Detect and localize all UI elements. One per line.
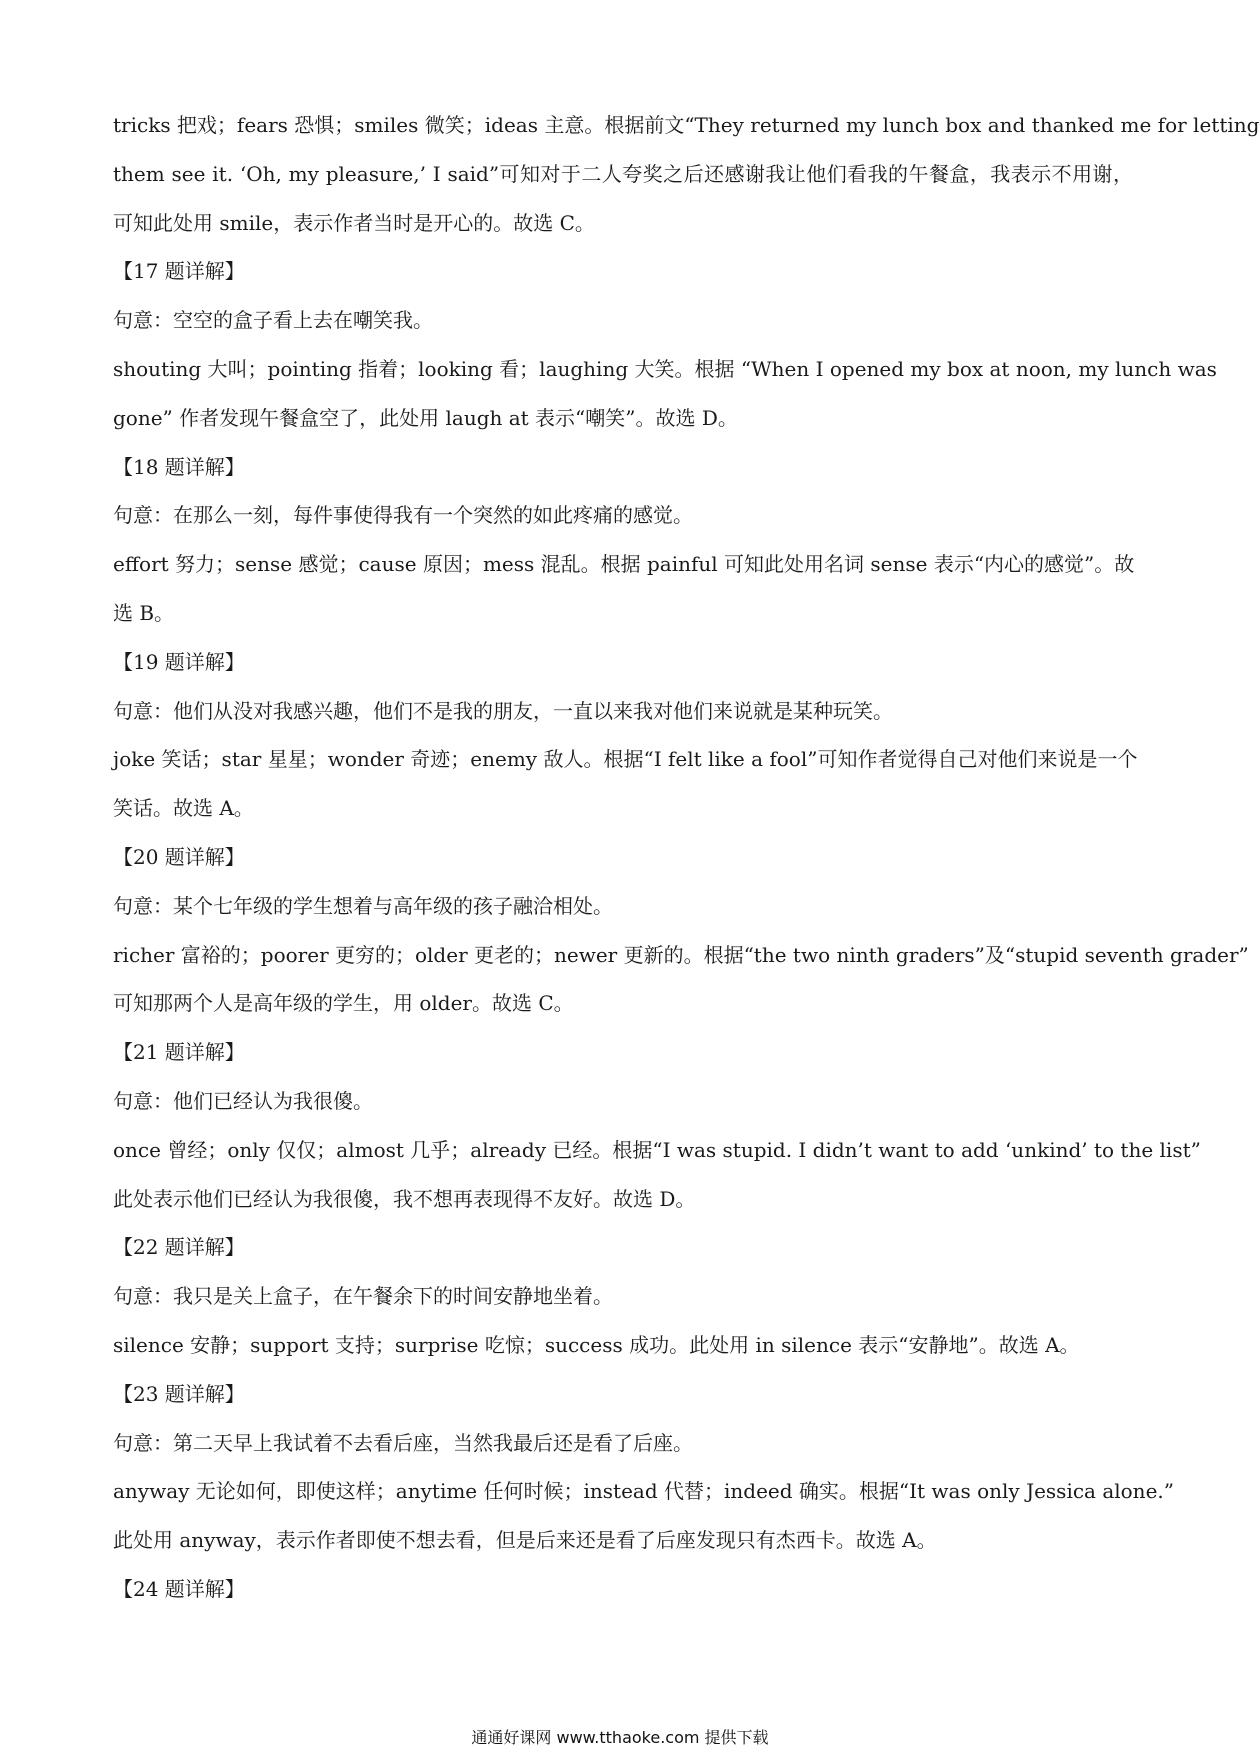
- question-heading: 【17 题详解】: [113, 259, 245, 284]
- sentence-meaning: 句意：我只是关上盒子，在午餐余下的时间安静地坐着。: [113, 1284, 613, 1309]
- explanation-line: them see it. ‘Oh, my pleasure,’ I said”可知对于二人夸奖之后还感谢我让他们看我的午餐盒，我表示不用谢，: [113, 161, 1133, 186]
- question-heading: 【20 题详解】: [113, 844, 245, 869]
- explanation-line: 可知此处用 smile，表示作者当时是开心的。故选 C。: [113, 210, 595, 235]
- explanation-line: shouting 大叫；pointing 指着；looking 看；laughing 大笑。根据 “When I opened my box at noon, my lunch was: [113, 356, 1217, 381]
- sentence-meaning: 句意：空空的盒子看上去在嘲笑我。: [113, 308, 433, 333]
- explanation-line: joke 笑话；star 星星；wonder 奇迹；enemy 敌人。根据“I felt like a fool”可知作者觉得自己对他们来说是一个: [113, 747, 1138, 772]
- explanation-line: anyway 无论如何，即使这样；anytime 任何时候；instead 代替；indeed 确实。根据“It was only Jessica alone.”: [113, 1479, 1174, 1504]
- explanation-line: 笑话。故选 A。: [113, 796, 254, 821]
- sentence-meaning: 句意：某个七年级的学生想着与高年级的孩子融洽相处。: [113, 893, 613, 918]
- sentence-meaning: 句意：第二天早上我试着不去看后座，当然我最后还是看了后座。: [113, 1430, 693, 1455]
- explanation-line: richer 富裕的；poorer 更穷的；older 更老的；newer 更新的。根据“the two ninth graders”及“stupid seventh grader”: [113, 942, 1249, 967]
- explanation-line: 可知那两个人是高年级的学生，用 older。故选 C。: [113, 991, 574, 1016]
- sentence-meaning: 句意：他们从没对我感兴趣，他们不是我的朋友，一直以来我对他们来说就是某种玩笑。: [113, 698, 893, 723]
- question-heading: 【24 题详解】: [113, 1576, 245, 1601]
- explanation-line: 此处表示他们已经认为我很傻，我不想再表现得不友好。故选 D。: [113, 1186, 696, 1211]
- explanation-line: 选 B。: [113, 600, 175, 625]
- question-heading: 【21 题详解】: [113, 1040, 245, 1065]
- sentence-meaning: 句意：他们已经认为我很傻。: [113, 1088, 373, 1113]
- footer-watermark: 通通好课网 www.tthaoke.com 提供下载: [471, 1728, 769, 1747]
- explanation-line: 此处用 anyway，表示作者即使不想去看，但是后来还是看了后座发现只有杰西卡。故选 A。: [113, 1528, 937, 1553]
- answer-explanations: [113, 101, 1259, 1614]
- explanation-line: once 曾经；only 仅仅；almost 几乎；already 已经。根据“I was stupid. I didn’t want to add ‘unkind’ to the list”: [113, 1137, 1201, 1162]
- explanation-line: effort 努力；sense 感觉；cause 原因；mess 混乱。根据 painful 可知此处用名词 sense 表示“内心的感觉”。故: [113, 552, 1135, 577]
- question-heading: 【23 题详解】: [113, 1381, 245, 1406]
- explanation-line: tricks 把戏；fears 恐惧；smiles 微笑；ideas 主意。根据前文“They returned my lunch box and thanked me for letting: [113, 113, 1259, 137]
- explanation-line: silence 安静；support 支持；surprise 吃惊；success 成功。此处用 in silence 表示“安静地”。故选 A。: [113, 1332, 1080, 1357]
- question-heading: 【18 题详解】: [113, 454, 245, 479]
- question-heading: 【22 题详解】: [113, 1235, 245, 1260]
- sentence-meaning: 句意：在那么一刻，每件事使得我有一个突然的如此疼痛的感觉。: [113, 503, 693, 528]
- explanation-line: gone” 作者发现午餐盒空了，此处用 laugh at 表示“嘲笑”。故选 D。: [113, 405, 738, 430]
- question-heading: 【19 题详解】: [113, 649, 245, 674]
